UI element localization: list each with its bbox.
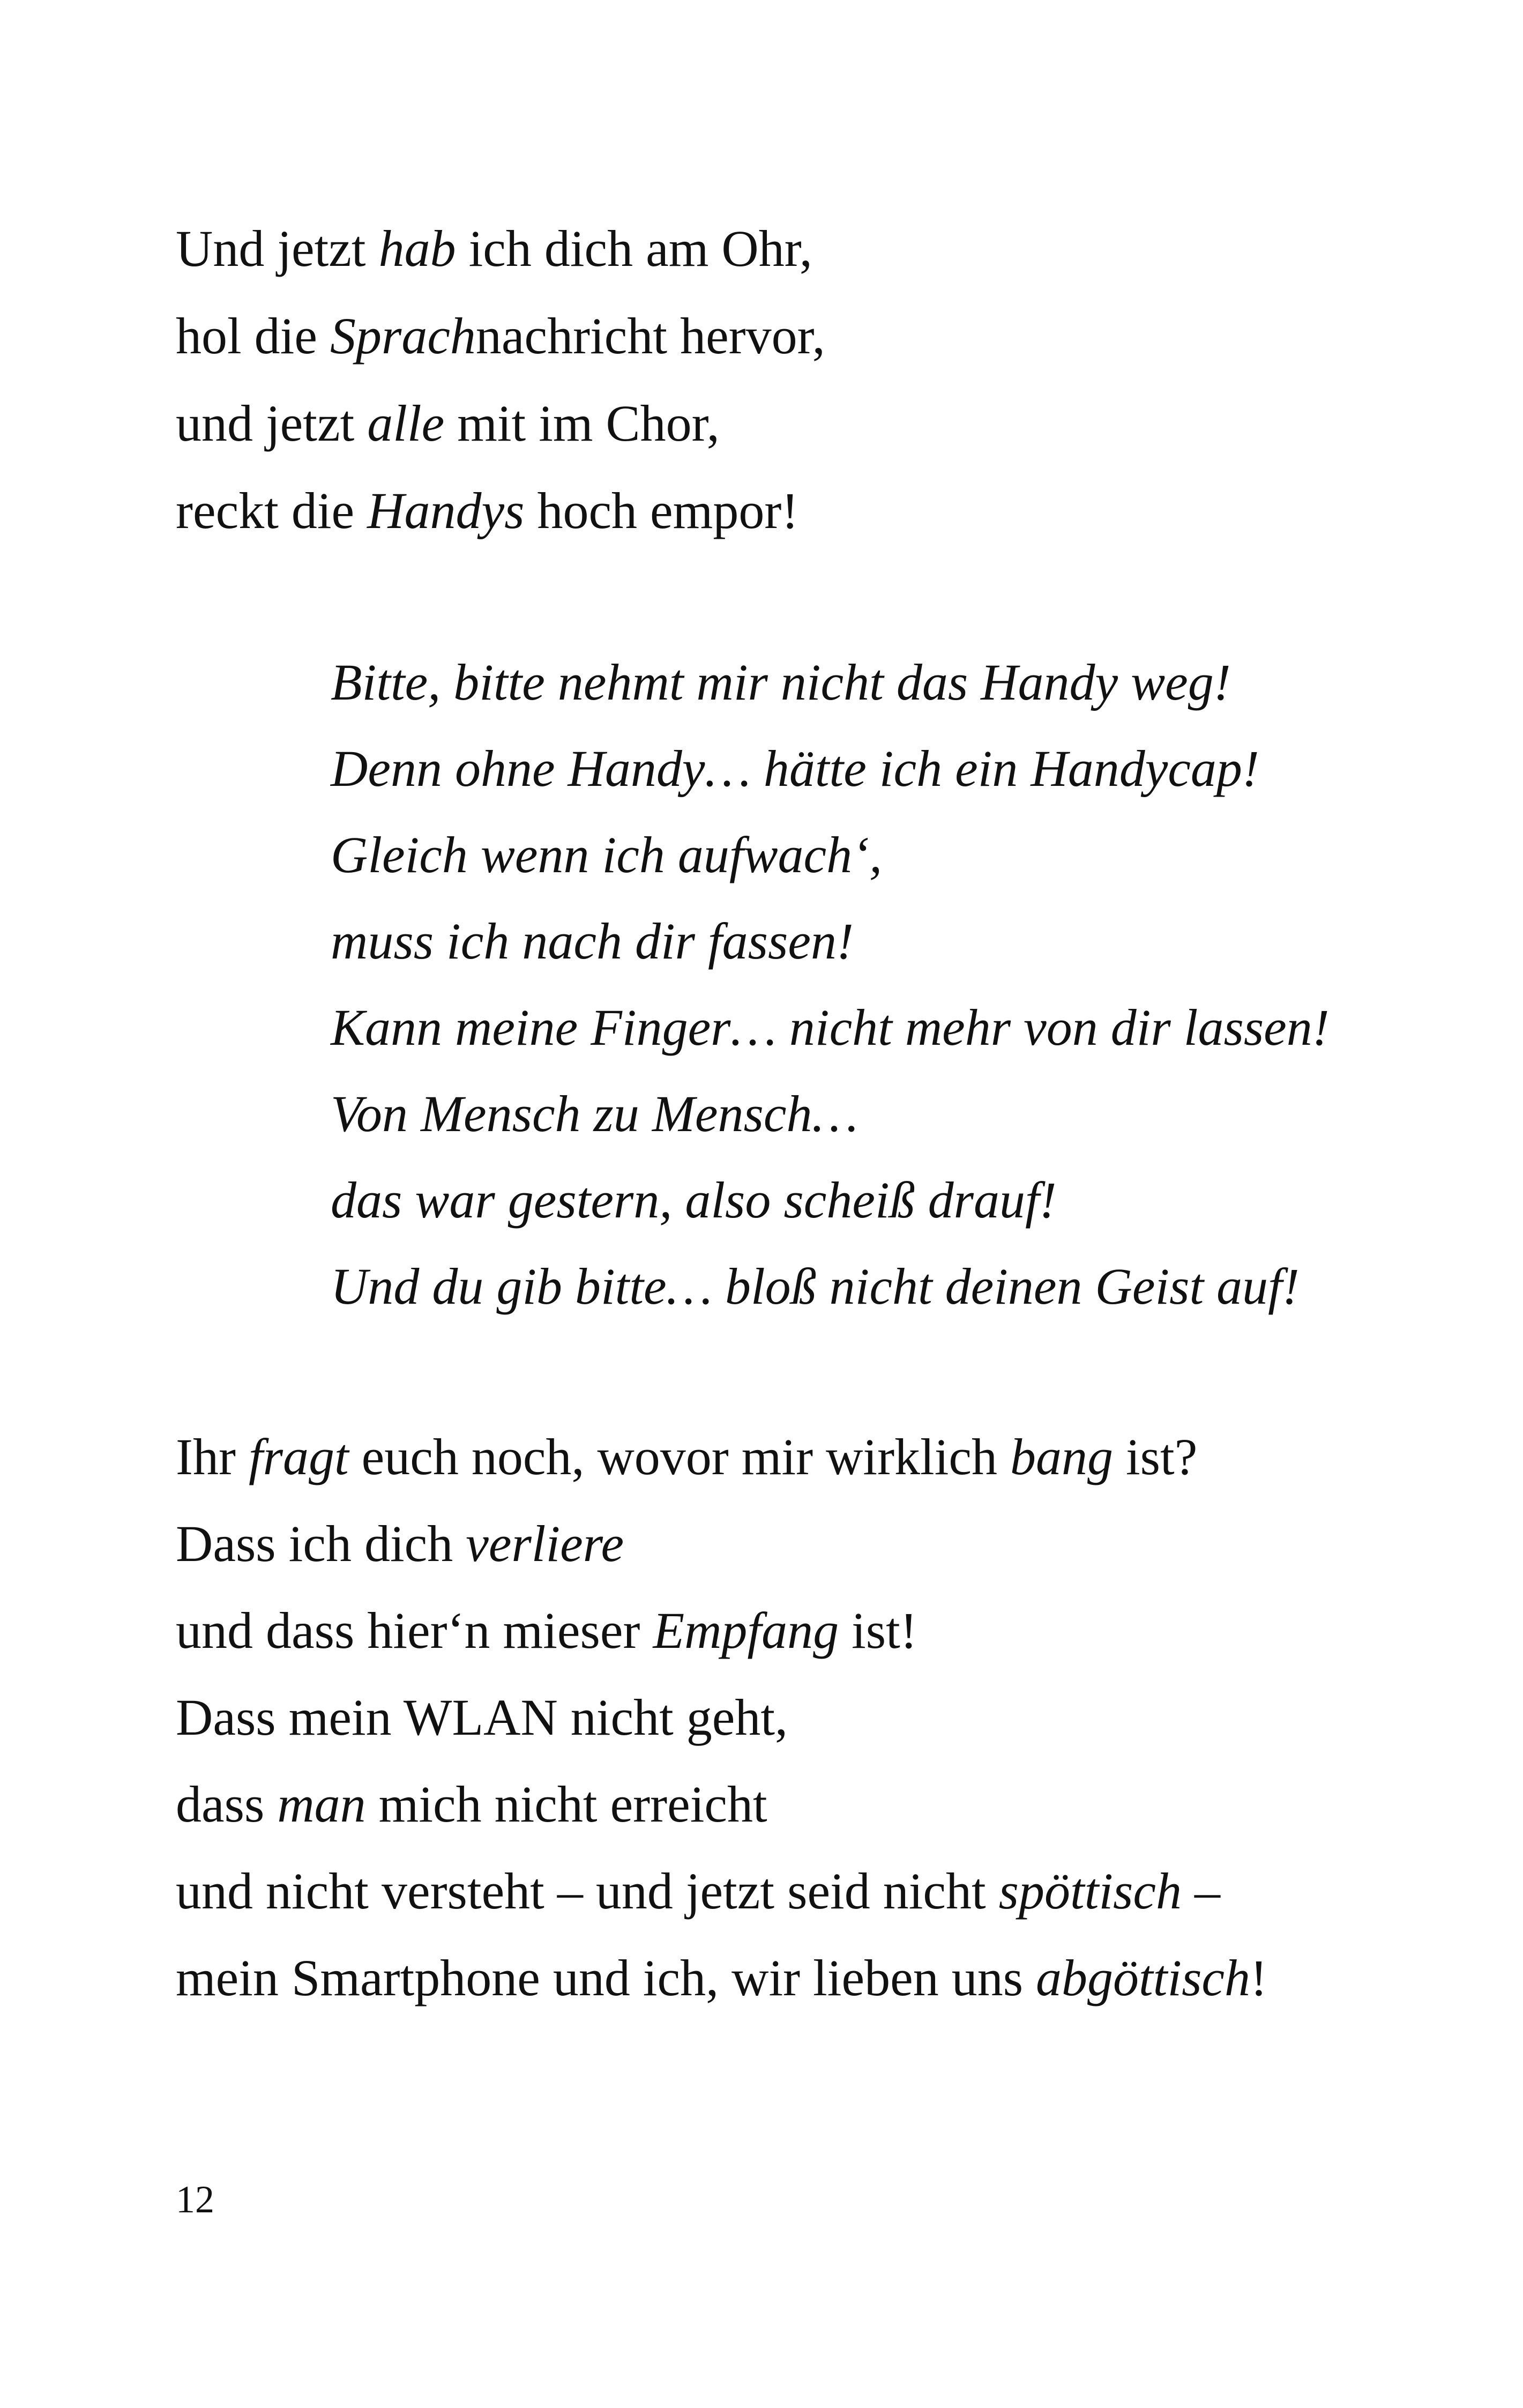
text-segment: reckt die <box>176 482 368 539</box>
verse-line <box>176 205 825 292</box>
italic-segment: hab <box>378 220 456 277</box>
verse-line <box>176 292 825 380</box>
text-segment: mich nicht erreicht <box>365 1775 767 1833</box>
refrain-line: muss ich nach dir fassen! <box>331 912 854 970</box>
refrain-line: Von Mensch zu Mensch… <box>331 1085 858 1142</box>
italic-segment: Handys <box>367 482 525 539</box>
text-segment: Dass mein WLAN nicht geht, <box>176 1689 788 1746</box>
italic-segment: man <box>277 1775 366 1833</box>
verse-line <box>176 1587 1267 1674</box>
text-segment: Ihr <box>176 1428 249 1485</box>
text-segment: Und jetzt <box>176 220 379 277</box>
verse-line <box>176 1674 1267 1761</box>
text-segment: Dass ich dich <box>176 1515 466 1572</box>
verse-stanza-2 <box>176 1414 1267 2021</box>
refrain-line: Gleich wenn ich aufwach‘, <box>331 826 883 883</box>
text-segment: ich dich am Ohr, <box>456 220 812 277</box>
text-segment: und nicht versteht – und jetzt seid nicht <box>176 1862 999 1920</box>
text-segment: und jetzt <box>176 395 368 452</box>
refrain-line: Kann meine Finger… nicht mehr von dir lassen! <box>331 999 1330 1056</box>
text-segment: hol die <box>176 307 330 365</box>
refrain-line: das war gestern, also scheiß drauf! <box>331 1171 1057 1229</box>
refrain-line: Bitte, bitte nehmt mir nicht das Handy weg! <box>331 653 1231 711</box>
italic-segment: fragt <box>248 1428 349 1485</box>
text-segment: ist! <box>839 1602 917 1659</box>
italic-segment: Sprach <box>330 307 476 365</box>
verse-line <box>176 1935 1267 2021</box>
italic-segment: spöttisch <box>998 1862 1182 1920</box>
text-segment: ! <box>1250 1949 1267 2006</box>
text-segment: euch noch, wovor mir wirklich <box>348 1428 1010 1485</box>
text-segment: hoch empor! <box>524 482 799 539</box>
refrain-stanza <box>331 639 1330 1329</box>
text-segment: dass <box>176 1775 278 1833</box>
italic-segment: verliere <box>466 1515 624 1572</box>
verse-line <box>176 467 825 554</box>
page-number: 12 <box>176 2178 214 2221</box>
text-segment: und dass hier‘n mieser <box>176 1602 653 1659</box>
text-segment: – <box>1182 1862 1221 1920</box>
text-segment: nachricht hervor, <box>475 307 825 365</box>
italic-segment: abgöttisch <box>1036 1949 1251 2006</box>
verse-line <box>176 1761 1267 1848</box>
refrain-line: Denn ohne Handy… hätte ich ein Handycap! <box>331 740 1259 797</box>
italic-segment: alle <box>367 395 445 452</box>
verse-line <box>176 1500 1267 1587</box>
italic-segment: bang <box>1010 1428 1113 1485</box>
refrain-line: Und du gib bitte… bloß nicht deinen Geist auf! <box>331 1258 1300 1315</box>
text-segment: mein Smartphone und ich, wir lieben uns <box>176 1949 1036 2006</box>
verse-stanza-1 <box>176 205 825 554</box>
verse-line <box>176 1848 1267 1935</box>
italic-segment: Empfang <box>653 1602 839 1659</box>
verse-line <box>176 380 825 467</box>
verse-line <box>176 1414 1267 1500</box>
text-segment: mit im Chor, <box>444 395 720 452</box>
text-segment: ist? <box>1113 1428 1198 1485</box>
